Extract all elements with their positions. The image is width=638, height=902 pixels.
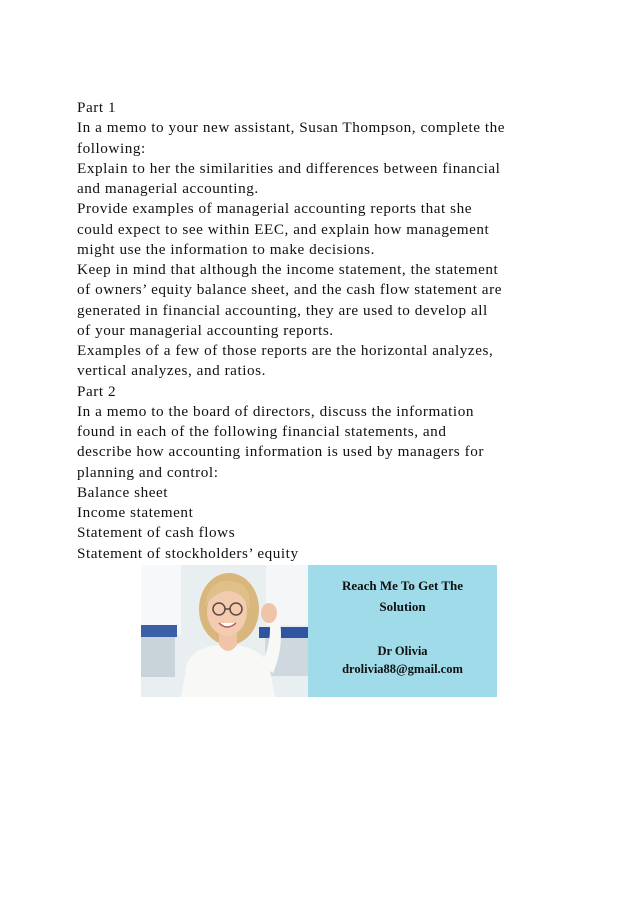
text-line: vertical analyzes, and ratios. [77, 362, 266, 380]
part-2-heading: Part 2 [77, 382, 117, 400]
list-item-balance-sheet: Balance sheet [77, 483, 169, 501]
contact-name: Dr Olivia [377, 644, 428, 658]
list-item-stockholders-equity: Statement of stockholders’ equity [77, 544, 299, 562]
promo-headline-line-1: Reach Me To Get The [341, 578, 464, 593]
text-line: Provide examples of managerial accounting reports that she [77, 200, 473, 218]
text-line: of your managerial accounting reports. [77, 321, 334, 339]
text-line: following: [77, 139, 146, 157]
text-line: found in each of the following financial statements, and [77, 423, 447, 440]
text-line: planning and control: [77, 463, 219, 481]
woman-portrait-photo [141, 565, 308, 697]
list-item-cash-flows: Statement of cash flows [77, 524, 236, 542]
text-line: Keep in mind that although the income statement, the statement [77, 261, 499, 278]
text-line: of owners’ equity balance sheet, and the cash flow statement are [77, 281, 502, 299]
part-1-heading: Part 1 [77, 99, 117, 116]
text-line: Examples of a few of those reports are the horizontal analyzes, [77, 342, 494, 359]
text-line: Explain to her the similarities and differences between financial [77, 159, 501, 177]
text-line: In a memo to your new assistant, Susan Thompson, complete the [77, 119, 506, 137]
woman-portrait-icon [141, 565, 308, 697]
text-line: In a memo to the board of directors, discuss the information [77, 402, 474, 420]
list-item-income-statement: Income statement [77, 504, 194, 521]
contact-email: drolivia88@gmail.com [342, 662, 463, 676]
contact-box [308, 565, 497, 697]
text-line: describe how accounting information is used by managers for [77, 443, 484, 461]
promo-headline [308, 575, 497, 617]
promo-headline-line-2: Solution [379, 599, 426, 614]
text-line: could expect to see within EEC, and explain how management [77, 220, 490, 238]
text-line: generated in financial accounting, they are used to develop all [77, 301, 488, 319]
promo-banner [141, 565, 497, 697]
text-line: and managerial accounting. [77, 180, 259, 197]
text-line: might use the information to make decisions. [77, 240, 375, 258]
document-body [77, 98, 577, 564]
